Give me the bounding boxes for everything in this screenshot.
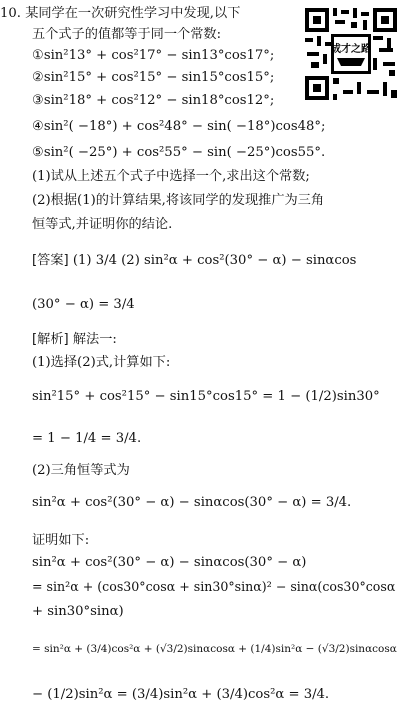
qr-code-icon xyxy=(303,6,399,102)
proof-line-1: sin²α + cos²(30° − α) − sinαcos(30° − α) xyxy=(32,555,307,570)
analysis-eq-2: = 1 − 1/4 = 3/4. xyxy=(32,431,142,446)
analysis-eq-3: sin²α + cos²(30° − α) − sinαcos(30° − α) = 3/4. xyxy=(32,495,352,510)
problem-intro-line-2: 五个式子的值都等于同一个常数: xyxy=(32,27,222,42)
problem-item-5: ⑤sin²( −25°) + cos²55° − sin( −25°)cos55°. xyxy=(32,145,326,160)
answer-line-2: (30° − α) = 3/4 xyxy=(32,297,135,312)
proof-line-2: = sin²α + (cos30°cosα + sin30°sinα)² − sinα(cos30°cosα xyxy=(32,579,396,594)
problem-item-4: ④sin²( −18°) + cos²48° − sin( −18°)cos48°; xyxy=(32,119,326,134)
problem-number: 10. xyxy=(0,6,21,21)
qr-caption: 成才之路 xyxy=(331,44,371,55)
proof-line-3: + sin30°sinα) xyxy=(32,604,124,619)
proof-line-4: = sin²α + (3/4)cos²α + (√3/2)sinαcosα + (1/4)sin²α − (√3/2)sinαcosα xyxy=(32,643,397,655)
proof-line-5: − (1/2)sin²α = (3/4)sin²α + (3/4)cos²α = 3/4. xyxy=(32,687,330,702)
problem-item-1: ①sin²13° + cos²17° − sin13°cos17°; xyxy=(32,48,275,63)
question-2-line-2: 恒等式,并证明你的结论. xyxy=(32,217,173,232)
answer-label: [答案] xyxy=(32,253,69,268)
problem-intro-text-1: 某同学在一次研究性学习中发现,以下 xyxy=(25,6,241,21)
analysis-step-2: (2)三角恒等式为 xyxy=(32,463,130,478)
answer-line-1 xyxy=(32,252,356,270)
analysis-header xyxy=(32,331,117,349)
problem-intro-line-1 xyxy=(0,5,240,23)
analysis-method: 解法一: xyxy=(72,332,117,347)
analysis-eq-1: sin²15° + cos²15° − sin15°cos15° = 1 − (1/2)sin30° xyxy=(32,389,380,404)
analysis-label: [解析] xyxy=(32,332,69,347)
analysis-step-1: (1)选择(2)式,计算如下: xyxy=(32,355,171,370)
proof-label: 证明如下: xyxy=(32,533,90,548)
problem-item-3: ③sin²18° + cos²12° − sin18°cos12°; xyxy=(32,93,275,108)
problem-item-2: ②sin²15° + cos²15° − sin15°cos15°; xyxy=(32,70,275,85)
question-1: (1)试从上述五个式子中选择一个,求出这个常数; xyxy=(32,169,310,184)
answer-text-1: (1) 3/4 (2) sin²α + cos²(30° − α) − sinαcos xyxy=(72,253,357,268)
question-2-line-1: (2)根据(1)的计算结果,将该同学的发现推广为三角 xyxy=(32,193,325,208)
